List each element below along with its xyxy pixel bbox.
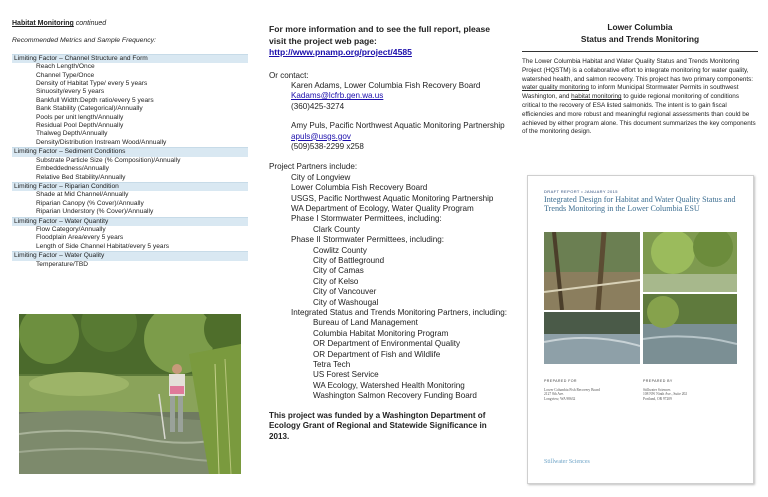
info-intro: For more information and to see the full report, please visit the project web page: [269,24,491,46]
cover-title: Integrated Design for Habitat and Water Quality Status and Trends Monitoring in the Lower Columbia ESU [544,195,736,214]
contact2-email-link[interactable]: apuls@usgs.gov [291,131,351,141]
limiting-factor-header: Limiting Factor – Riparian Condition [12,182,248,191]
istm-list [269,318,509,401]
report-cover-image [527,175,754,484]
address-line: Lower Columbia Fish Recovery Board [544,388,600,392]
phase2-item: City of Battleground [313,256,385,265]
metric-item: Relative Bed Stability/Annually [36,173,126,181]
contact2-name: Amy Puls, Pacific Northwest Aquatic Monitoring Partnership [291,121,505,131]
limiting-factor-header: Limiting Factor – Sediment Conditions [12,147,248,156]
istm-item: Bureau of Land Management [313,318,418,328]
overview-title: Lower Columbia Status and Trends Monitoring [580,22,700,44]
prepared-by-address [643,388,687,401]
metric-item: Shade at Mid Channel/Annually [36,191,129,199]
overview-paragraph: The Lower Columbia Habitat and Water Quality Status and Trends Monitoring Project (HQSTM) is a collaborative effort to integrate monitoring for water quality, watershed health, and salmon recovery. This project has two primary components: water quality monitoring to inform Municipal Stormwater Permits in southwest Washington, and habitat monitoring to guide regional monitoring of conditions critical to the recovery of ESA listed salmonids. The intent is to gain fiscal efficiencies and more robust and meaningful regional assessments than could be achieved by either program alone. This document summarizes the key components of the monitoring design. [522,58,756,136]
metric-item: Residual Pool Depth/Annually [36,122,124,130]
partner-item: USGS, Pacific Northwest Aquatic Monitoring Partnership [291,193,494,203]
phase2-label: Phase II Stormwater Permittees, including: [291,235,444,245]
istm-item: Washington Salmon Recovery Funding Board [313,391,477,401]
address-line: 2127 8th Ave. [544,392,564,397]
phase2-item: City of Vancouver [313,287,377,297]
link-habitat: habitat monitoring [571,93,622,101]
partners-list [269,173,509,225]
metric-item: Riparian Understory (% Cover)/Annually [36,208,154,216]
cover-photo-1 [544,232,640,310]
prepared-by-label: PREPARED BY [643,379,673,383]
partner-item: Lower Columbia Fish Recovery Board [291,183,428,193]
metric-item: Riparian Canopy (% Cover)/Annually [36,199,144,207]
metric-item: Bankfull Width:Depth ratio/every 5 years [36,96,154,104]
cover-photo-2 [643,232,737,292]
istm-item: OR Department of Environmental Quality [313,339,461,349]
phase2-item: City of Kelso [313,276,359,286]
metric-item: Length of Side Channel Habitat/every 5 years [36,242,170,250]
metric-list [12,54,248,269]
contact1-name: Karen Adams, Lower Columbia Fish Recovery Board [291,80,481,90]
phase2-item: Cowlitz County [313,245,367,255]
overview-column [522,0,758,137]
prepared-for-address [544,388,600,401]
partner-item: City of Longview [291,172,351,182]
address-line: Portland, OR 97209 [643,396,672,401]
istm-item: OR Department of Fish and Wildlife [313,349,441,359]
metric-item: Bank Stability (Categorical)/Annually [36,105,143,113]
cover-draft-label: DRAFT REPORT • JANUARY 2015 [544,189,618,194]
contact1-phone: (360)425-3274 [291,101,345,111]
contact1-email-link[interactable]: Kadams@lcfrb.gen.wa.us [291,91,384,101]
istm-item: US Forest Service [313,370,379,380]
section-heading: Habitat Monitoring continued [12,20,107,27]
metric-item: Temperature/TBD [36,260,89,268]
metric-item: Floodplain Area/every 5 years [36,234,124,242]
project-url-link[interactable]: http://www.pnamp.org/project/4585 [269,47,412,57]
istm-item: WA Ecology, Watershed Health Monitoring [313,380,465,390]
address-line: Stillwater Sciences [643,388,671,392]
metric-item: Channel Type/Once [36,71,95,79]
metric-item: Flow Category/Annually [36,225,106,233]
contact-column [269,0,509,442]
istm-item: Columbia Habitat Monitoring Program [313,328,449,338]
metric-item: Thalweg Depth/Annually [36,130,108,138]
phase1-item: Clark County [313,224,360,234]
limiting-factor-header: Limiting Factor – Water Quantity [12,217,248,226]
phase2-item: City of Washougal [313,297,379,307]
address-line: 108 NW Ninth Ave., Suite 202 [643,392,688,397]
metric-item: Sinuosity/every 5 years [36,88,105,96]
partner-item: WA Department of Ecology, Water Quality Program [291,203,474,213]
metric-item: Reach Length/Once [36,63,95,71]
contact2-phone: (509)538-2299 x258 [291,141,364,151]
partner-item: Phase I Stormwater Permittees, including: [291,214,442,224]
cover-photo-3 [544,312,640,364]
metrics-column [12,0,248,269]
istm-item: Tetra Tech [313,360,351,370]
metric-item: Embeddedness/Annually [36,165,109,173]
contact-label: Or contact: [269,70,309,80]
phase1-list [269,225,509,235]
section-subtitle: Recommended Metrics and Sample Frequency: [12,37,156,45]
istm-label: Integrated Status and Trends Monitoring Partners, including: [291,308,507,318]
metric-item: Density of Habitat Type/ every 5 years [36,80,148,88]
title-divider [522,51,758,52]
stream-survey-photo [19,314,241,474]
metric-item: Substrate Particle Size (% Composition)/Annually [36,156,181,164]
cover-photo-4 [643,294,737,364]
limiting-factor-header: Limiting Factor – Channel Structure and Form [12,54,248,63]
link-water-quality: water quality monitoring [522,84,589,92]
metric-item: Pools per unit length/Annually [36,113,124,121]
partners-label: Project Partners include: [269,162,358,172]
stillwater-logo: Stillwater Sciences [544,459,590,465]
limiting-factor-header: Limiting Factor – Water Quality [12,251,248,260]
prepared-for-label: PREPARED FOR [544,379,577,383]
phase2-list [269,246,509,308]
address-line: Longview, WA 98632 [544,396,576,401]
phase2-item: City of Camas [313,266,364,276]
funding-note: This project was funded by a Washington Department of Ecology Grant of Regional and Statewide Significance in 2013. [269,410,487,441]
metric-item: Density/Distribution Instream Wood/Annually [36,138,167,146]
